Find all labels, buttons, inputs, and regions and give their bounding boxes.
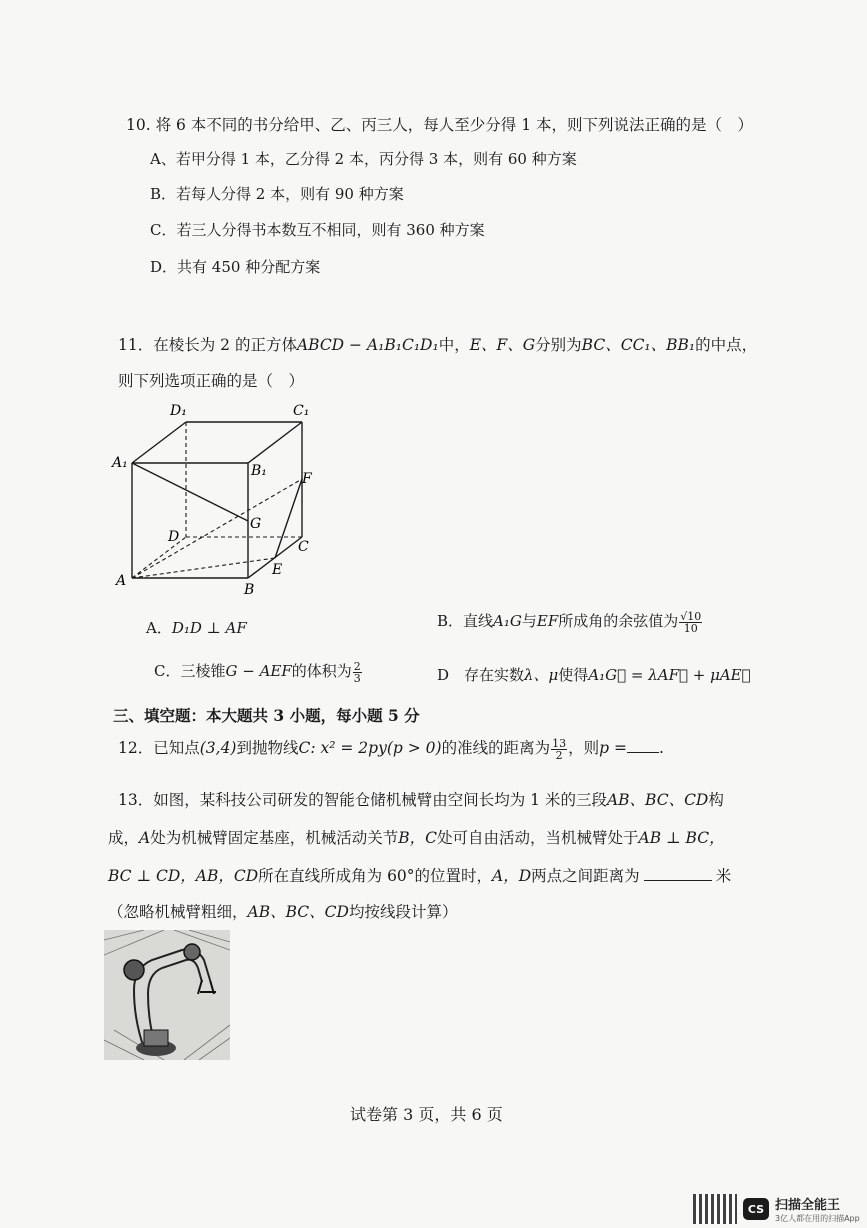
scanner-watermark (693, 1194, 860, 1224)
q11-option-c-math: G − AEF (225, 662, 292, 680)
q11-option-b-fraction (679, 611, 702, 634)
q11-option-b-line1: A₁G (493, 612, 522, 630)
edge-a1d1 (132, 422, 186, 463)
label-b: B (244, 582, 255, 598)
q13-answer-blank[interactable] (644, 866, 712, 881)
label-e: E (272, 562, 283, 578)
segment-ae-hidden (132, 558, 275, 578)
label-a1: A₁ (112, 455, 128, 471)
q10-option-d: D．共有 450 种分配方案 (150, 258, 321, 276)
q11-option-d (437, 664, 751, 685)
q10-option-c: C．若三人分得书本数互不相同，则有 360 种方案 (150, 221, 485, 239)
page-footer: 试卷第 3 页，共 6 页 (350, 1105, 503, 1124)
qr-code-icon (693, 1194, 737, 1224)
q13-line2c: 处可自由活动，当机械臂处于 (437, 829, 639, 847)
q13-line1 (118, 788, 724, 810)
robot-arm-image (104, 930, 230, 1060)
q11-stem-line2: 则下列选项正确的是（ ） (118, 372, 305, 390)
q11-option-b-text: 所成角的余弦值为 (558, 612, 679, 630)
fraction-numerator: 13 (552, 736, 567, 750)
q11-option-d-vector-eq: A₁G⃗ = λAF⃗ + μAE⃗ (588, 666, 751, 684)
q13-line1m: AB、BC、CD (606, 791, 709, 809)
segment-a1g (132, 463, 248, 521)
q12-d: ，则 (568, 739, 600, 757)
q11-option-b-mid: 与 (521, 612, 537, 630)
q13-line2 (108, 826, 725, 848)
label-d1: D₁ (170, 403, 187, 419)
q11-edges: BC、CC₁、BB₁ (581, 336, 696, 354)
q10-option-a: A、若甲分得 1 本，乙分得 2 本，丙分得 3 本，则有 60 种方案 (150, 150, 577, 168)
q11-option-c-fraction (353, 661, 362, 684)
q13-line1a: 13．如图，某科技公司研发的智能仓储机械臂由空间长均为 1 米的三段 (118, 791, 607, 809)
q11-stem-a: 11．在棱长为 2 的正方体 (118, 336, 297, 354)
q13-line4m: AB、BC、CD (247, 903, 349, 921)
q11-option-a-prefix: A． (146, 619, 172, 637)
q11-option-a (146, 617, 247, 638)
q13-line4 (108, 900, 457, 922)
q11-option-a-math: D₁D ⊥ AF (171, 619, 247, 637)
q13-line2b: 处为机械臂固定基座，机械活动关节 (150, 829, 399, 847)
q11-option-b (437, 610, 703, 634)
scanner-title: 扫描全能王 (775, 1198, 841, 1213)
fraction-numerator: 2 (353, 659, 361, 673)
q12 (118, 736, 664, 761)
q11-option-b-line2: EF (536, 612, 559, 630)
fraction-denominator: 3 (353, 671, 361, 685)
q12-a: 12．已知点 (118, 739, 200, 757)
q11-option-d-text: 使得 (558, 666, 589, 684)
q11-option-c-prefix: C．三棱锥 (154, 662, 226, 680)
q13-line4a: （忽略机械臂粗细， (108, 903, 248, 921)
q11-stem (118, 333, 757, 355)
q13-line3 (108, 864, 731, 886)
q10-option-b: B．若每人分得 2 本，则有 90 种方案 (150, 185, 404, 203)
label-c1: C₁ (293, 403, 310, 419)
q10-stem: 10. 将 6 本不同的书分给甲、乙、丙三人，每人至少分得 1 本，则下列说法正确的是（ ） (126, 116, 754, 134)
label-b1: B₁ (251, 463, 267, 479)
fraction-denominator: 10 (683, 621, 698, 635)
label-f: F (302, 471, 312, 487)
q13-line3m1: BC ⊥ CD，AB，CD (108, 867, 259, 885)
q11-option-d-reals: λ、μ (524, 666, 559, 684)
q11-cube-name: ABCD − A₁B₁C₁D₁ (296, 336, 439, 354)
q12-fraction (551, 738, 567, 761)
label-g: G (250, 516, 262, 532)
q12-var: p = (599, 739, 627, 757)
q11-option-d-prefix: D 存在实数 (437, 666, 525, 684)
q13-line2m1: A (139, 829, 151, 847)
q12-point: (3,4) (199, 739, 237, 757)
edge-b1c1 (248, 422, 302, 463)
q11-option-b-prefix: B．直线 (437, 612, 494, 630)
q11-points: E、F、G (469, 336, 536, 354)
q13-line3c: 米 (715, 867, 732, 885)
q11-stem-c: 分别为 (535, 336, 582, 354)
q13-line3b: 两点之间距离为 (531, 867, 640, 885)
camscanner-logo-icon: CS (743, 1198, 769, 1220)
q13-line4b: 均按线段计算） (348, 903, 458, 921)
q11-stem-d: 的中点， (695, 336, 758, 354)
scanner-brand (775, 1194, 860, 1224)
section-3-heading: 三、填空题：本大题共 3 小题，每小题 5 分 (113, 706, 420, 725)
q12-answer-blank[interactable] (627, 738, 659, 753)
q13-line3m2: A，D (492, 867, 532, 885)
scanner-subtitle: 3亿人都在用的扫描App (775, 1214, 860, 1223)
q13-line1b: 构 (708, 791, 724, 809)
q11-option-c-text: 的体积为 (291, 662, 352, 680)
q13-line2m3: AB ⊥ BC， (638, 829, 725, 847)
fraction-denominator: 2 (555, 748, 563, 762)
q13-line2m2: B，C (398, 829, 437, 847)
label-c: C (298, 539, 309, 555)
q12-c: 的准线的距离为 (441, 739, 551, 757)
q13-line3a: 所在直线所成角为 60°的位置时， (258, 867, 493, 885)
label-a: A (116, 573, 127, 589)
q11-stem-b: 中， (438, 336, 470, 354)
q12-b: 到抛物线 (236, 739, 299, 757)
label-d: D (168, 529, 180, 545)
q12-end: . (658, 739, 664, 757)
q12-curve: C: x² = 2py(p > 0) (298, 739, 442, 757)
fraction-numerator: √10 (680, 609, 702, 623)
q13-line2a: 成， (108, 829, 140, 847)
cube-figure (110, 395, 330, 600)
q11-option-c (154, 660, 363, 684)
